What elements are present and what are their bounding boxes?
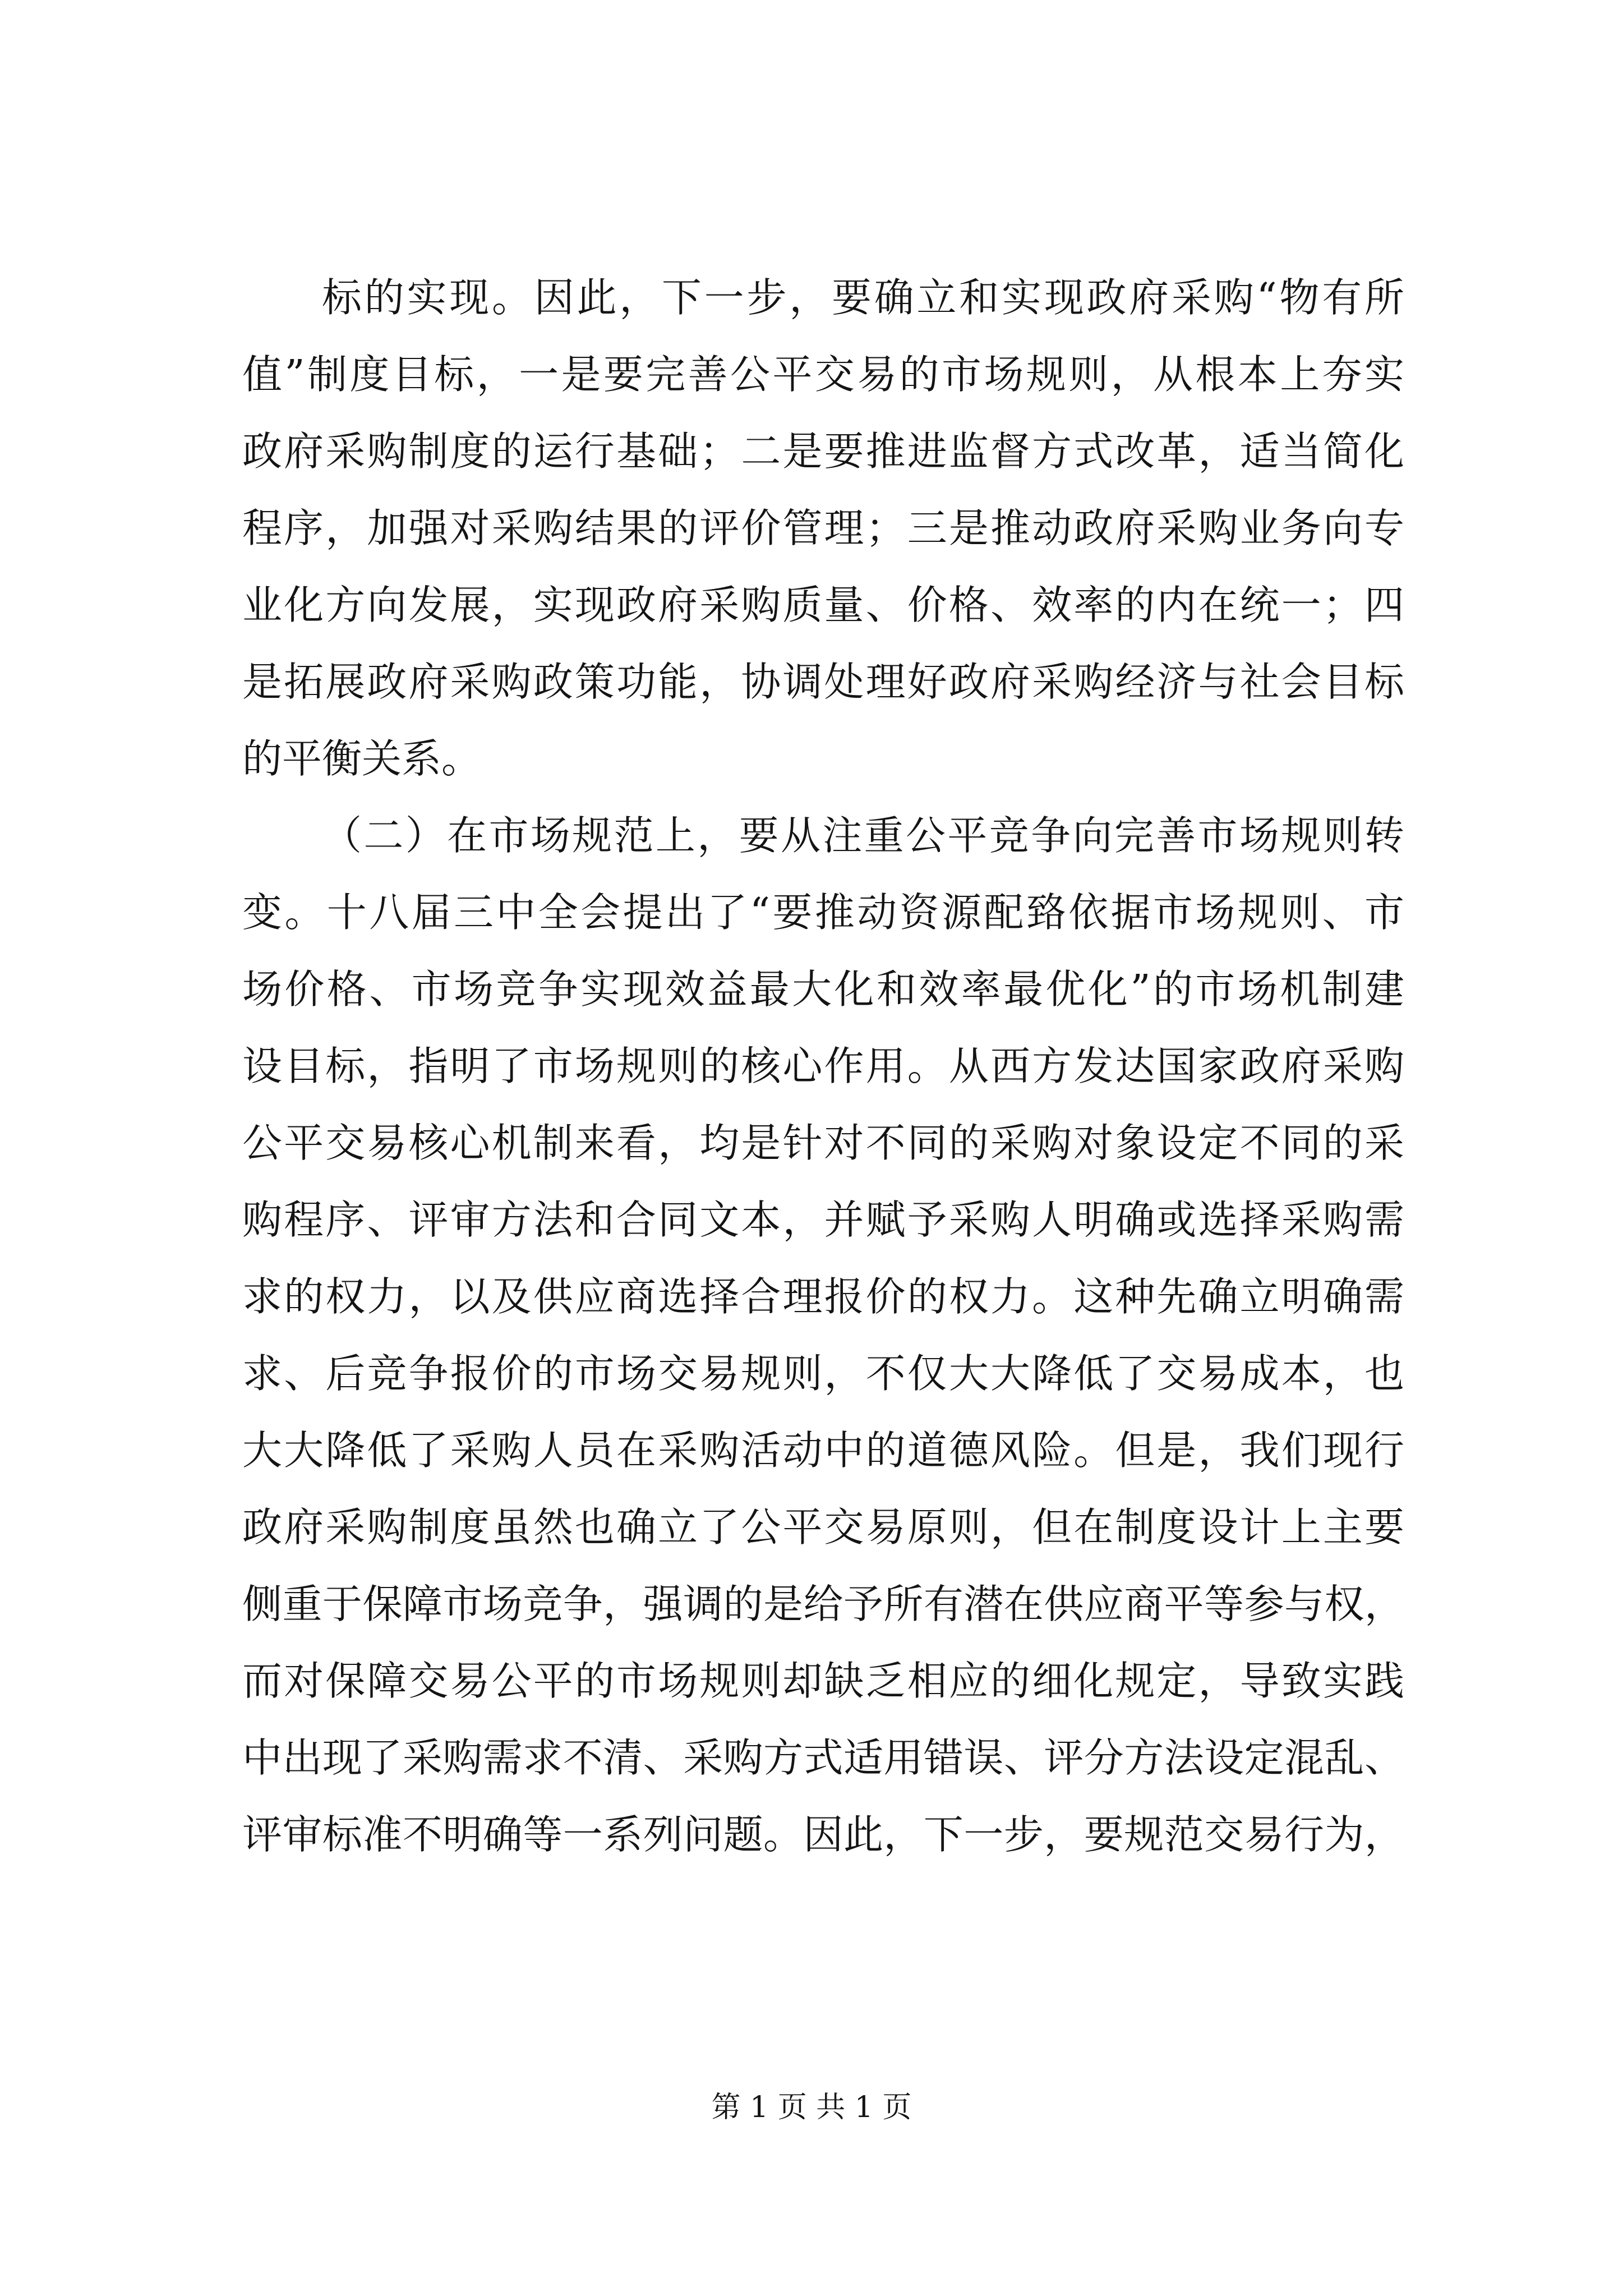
paragraph-line: 评审标准不明确等一系列问题。因此，下一步，要规范交易行为，: [242, 1811, 1404, 1858]
paragraph-line: 是拓展政府采购政策功能，协调处理好政府采购经济与社会目标: [242, 659, 1404, 705]
page-number-label: 第 1 页 共 1 页: [711, 2091, 912, 2124]
paragraph-line: 求、后竞争报价的市场交易规则，不仅大大降低了交易成本，也: [242, 1350, 1404, 1397]
paragraph-line: 公平交易核心机制来看，均是针对不同的采购对象设定不同的采: [242, 1120, 1404, 1166]
paragraph-line: 政府采购制度虽然也确立了公平交易原则，但在制度设计上主要: [242, 1504, 1404, 1550]
paragraph-line: 程序，加强对采购结果的评价管理；三是推动政府采购业务向专: [242, 505, 1404, 551]
document-body: [242, 259, 1404, 1873]
paragraph-line: 业化方向发展，实现政府采购质量、价格、效率的内在统一；四: [242, 582, 1404, 628]
paragraph-line: 值”制度目标，一是要完善公平交易的市场规则，从根本上夯实: [242, 351, 1404, 398]
paragraph-line: 中出现了采购需求不清、采购方式适用错误、评分方法设定混乱、: [242, 1734, 1404, 1781]
paragraph-line: 侧重于保障市场竞争，强调的是给予所有潜在供应商平等参与权，: [242, 1581, 1404, 1627]
paragraph-line: 的平衡关系。: [242, 735, 482, 782]
paragraph-line: 大大降低了采购人员在采购活动中的道德风险。但是，我们现行: [242, 1427, 1404, 1474]
paragraph-line: 购程序、评审方法和合同文本，并赋予采购人明确或选择采购需: [242, 1197, 1404, 1243]
paragraph-line: 场价格、市场竞争实现效益最大化和效率最优化”的市场机制建: [242, 966, 1404, 1013]
paragraph-line: 变。十八届三中全会提出了“要推动资源配臵依据市场规则、市: [242, 889, 1404, 936]
page-footer: [0, 2088, 1623, 2127]
paragraph-line: 而对保障交易公平的市场规则却缺乏相应的细化规定，导致实践: [242, 1658, 1404, 1704]
paragraph-line: 求的权力，以及供应商选择合理报价的权力。这种先确立明确需: [242, 1273, 1404, 1320]
paragraph-line: 政府采购制度的运行基础；二是要推进监督方式改革，适当简化: [242, 428, 1404, 475]
paragraph-line: 标的实现。因此，下一步，要确立和实现政府采购“物有所: [322, 274, 1404, 321]
paragraph-line: （二）在市场规范上，要从注重公平竞争向完善市场规则转: [322, 812, 1404, 859]
paragraph-line: 设目标，指明了市场规则的核心作用。从西方发达国家政府采购: [242, 1043, 1404, 1089]
